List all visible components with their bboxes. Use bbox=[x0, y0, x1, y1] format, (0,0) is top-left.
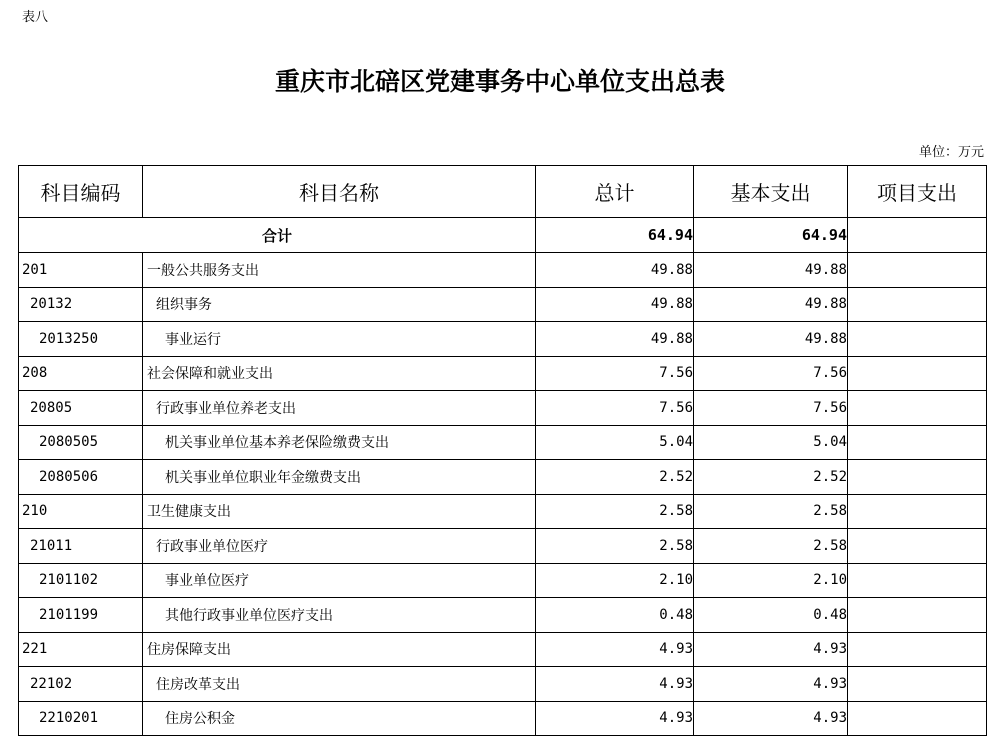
row-code: 22102 bbox=[19, 667, 143, 702]
row-name: 其他行政事业单位医疗支出 bbox=[143, 598, 536, 633]
header-project: 项目支出 bbox=[848, 166, 987, 218]
row-name: 事业运行 bbox=[143, 322, 536, 357]
header-basic: 基本支出 bbox=[694, 166, 848, 218]
row-code: 2080505 bbox=[19, 425, 143, 460]
row-basic: 7.56 bbox=[694, 356, 848, 391]
row-name: 一般公共服务支出 bbox=[143, 253, 536, 288]
document-title: 重庆市北碚区党建事务中心单位支出总表 bbox=[274, 67, 725, 96]
row-project bbox=[848, 253, 987, 288]
row-basic: 49.88 bbox=[694, 322, 848, 357]
row-project bbox=[848, 494, 987, 529]
total-row bbox=[19, 218, 987, 253]
table-number-tag: 表八 bbox=[22, 10, 49, 25]
row-total: 5.04 bbox=[536, 425, 694, 460]
row-project bbox=[848, 425, 987, 460]
row-total: 2.52 bbox=[536, 460, 694, 495]
row-name: 住房保障支出 bbox=[143, 632, 536, 667]
header-total: 总计 bbox=[536, 166, 694, 218]
header-code: 科目编码 bbox=[19, 166, 143, 218]
row-project bbox=[848, 563, 987, 598]
row-basic: 2.52 bbox=[694, 460, 848, 495]
row-project bbox=[848, 632, 987, 667]
row-code: 208 bbox=[19, 356, 143, 391]
total-project bbox=[848, 218, 987, 253]
table-row bbox=[19, 391, 987, 426]
total-label: 合计 bbox=[19, 218, 536, 253]
table-row bbox=[19, 598, 987, 633]
table-row bbox=[19, 253, 987, 288]
table-row bbox=[19, 494, 987, 529]
row-project bbox=[848, 701, 987, 736]
table-row bbox=[19, 701, 987, 736]
row-code: 20132 bbox=[19, 287, 143, 322]
row-project bbox=[848, 667, 987, 702]
row-name: 行政事业单位养老支出 bbox=[143, 391, 536, 426]
row-name: 住房公积金 bbox=[143, 701, 536, 736]
total-amount: 64.94 bbox=[536, 218, 694, 253]
row-basic: 7.56 bbox=[694, 391, 848, 426]
row-total: 0.48 bbox=[536, 598, 694, 633]
row-basic: 49.88 bbox=[694, 287, 848, 322]
row-code: 2101199 bbox=[19, 598, 143, 633]
row-name: 组织事务 bbox=[143, 287, 536, 322]
row-code: 2013250 bbox=[19, 322, 143, 357]
row-project bbox=[848, 356, 987, 391]
row-project bbox=[848, 460, 987, 495]
row-name: 机关事业单位基本养老保险缴费支出 bbox=[143, 425, 536, 460]
row-project bbox=[848, 529, 987, 564]
row-basic: 4.93 bbox=[694, 632, 848, 667]
row-total: 7.56 bbox=[536, 356, 694, 391]
row-name: 行政事业单位医疗 bbox=[143, 529, 536, 564]
row-total: 4.93 bbox=[536, 667, 694, 702]
row-basic: 2.58 bbox=[694, 529, 848, 564]
row-total: 4.93 bbox=[536, 701, 694, 736]
row-total: 49.88 bbox=[536, 322, 694, 357]
table-row bbox=[19, 632, 987, 667]
row-code: 201 bbox=[19, 253, 143, 288]
row-code: 20805 bbox=[19, 391, 143, 426]
row-name: 社会保障和就业支出 bbox=[143, 356, 536, 391]
row-name: 事业单位医疗 bbox=[143, 563, 536, 598]
row-total: 7.56 bbox=[536, 391, 694, 426]
row-name: 住房改革支出 bbox=[143, 667, 536, 702]
row-project bbox=[848, 598, 987, 633]
row-basic: 4.93 bbox=[694, 701, 848, 736]
table-row bbox=[19, 356, 987, 391]
table-row bbox=[19, 425, 987, 460]
row-code: 210 bbox=[19, 494, 143, 529]
row-total: 2.58 bbox=[536, 494, 694, 529]
expenditure-table bbox=[18, 165, 987, 736]
row-code: 21011 bbox=[19, 529, 143, 564]
row-basic: 2.10 bbox=[694, 563, 848, 598]
row-code: 221 bbox=[19, 632, 143, 667]
table-row bbox=[19, 667, 987, 702]
row-total: 4.93 bbox=[536, 632, 694, 667]
row-basic: 5.04 bbox=[694, 425, 848, 460]
table-row bbox=[19, 563, 987, 598]
row-total: 49.88 bbox=[536, 253, 694, 288]
unit-label: 单位：万元 bbox=[918, 145, 984, 160]
table-row bbox=[19, 460, 987, 495]
row-basic: 2.58 bbox=[694, 494, 848, 529]
row-project bbox=[848, 322, 987, 357]
row-total: 49.88 bbox=[536, 287, 694, 322]
table-row bbox=[19, 287, 987, 322]
header-name: 科目名称 bbox=[143, 166, 536, 218]
row-code: 2101102 bbox=[19, 563, 143, 598]
table-row bbox=[19, 322, 987, 357]
row-basic: 49.88 bbox=[694, 253, 848, 288]
row-project bbox=[848, 391, 987, 426]
table-row bbox=[19, 529, 987, 564]
row-project bbox=[848, 287, 987, 322]
row-code: 2080506 bbox=[19, 460, 143, 495]
row-name: 机关事业单位职业年金缴费支出 bbox=[143, 460, 536, 495]
total-basic: 64.94 bbox=[694, 218, 848, 253]
row-total: 2.10 bbox=[536, 563, 694, 598]
row-basic: 0.48 bbox=[694, 598, 848, 633]
row-basic: 4.93 bbox=[694, 667, 848, 702]
header-row bbox=[19, 166, 987, 218]
row-name: 卫生健康支出 bbox=[143, 494, 536, 529]
row-code: 2210201 bbox=[19, 701, 143, 736]
row-total: 2.58 bbox=[536, 529, 694, 564]
